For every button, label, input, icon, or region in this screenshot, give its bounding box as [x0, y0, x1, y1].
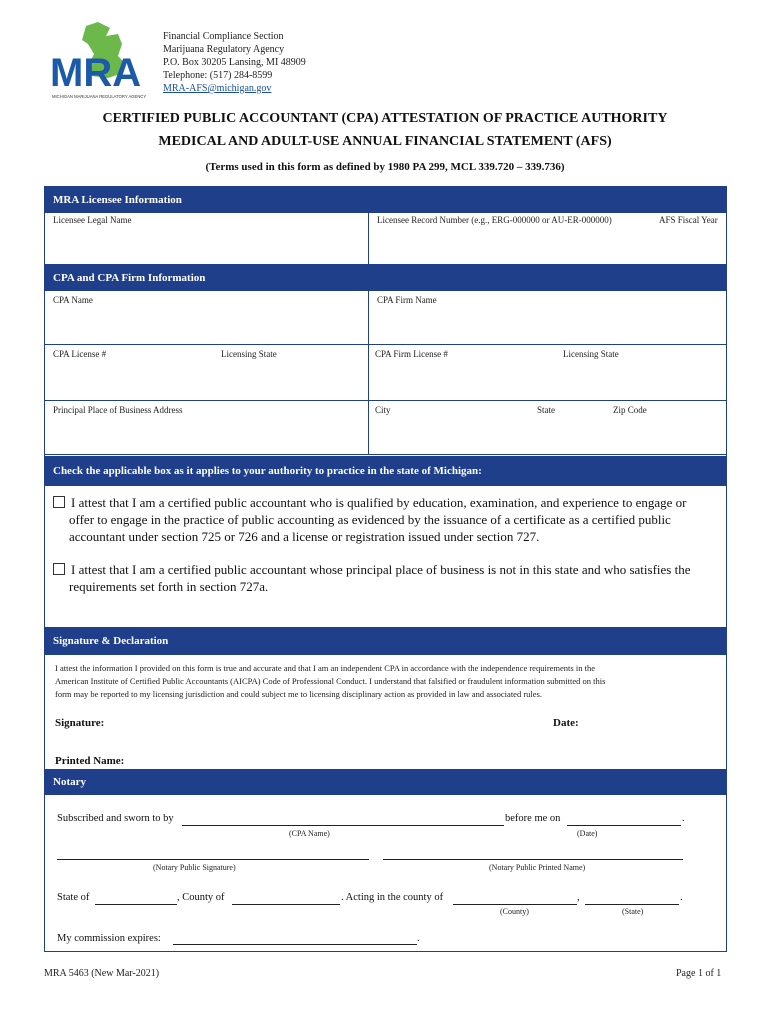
cpa-firm-license-field[interactable] — [369, 345, 726, 401]
contact-line: Telephone: (517) 284-8599 — [163, 70, 273, 81]
field-label: Principal Place of Business Address — [53, 405, 183, 415]
option-text: I attest that I am a certified public accountant who is qualified by education, examination, and experience to engage or — [71, 495, 687, 510]
field-label: CPA Firm Name — [377, 295, 437, 305]
period-text: . — [680, 892, 683, 903]
state-of-text: State of — [57, 892, 90, 903]
declaration-line: American Institute of Certified Public Accountants (AICPA) Code of Professional Conduct. I understand that falsified or fraudulent information submitted on this — [55, 676, 606, 686]
form-subtitle: MEDICAL AND ADULT-USE ANNUAL FINANCIAL STATEMENT (AFS) — [158, 134, 612, 149]
notary-printed-name-line[interactable] — [383, 859, 683, 860]
state-line[interactable] — [95, 904, 177, 905]
period-text: . — [417, 933, 420, 944]
contact-line: Financial Compliance Section — [163, 31, 284, 42]
contact-line: Marijuana Regulatory Agency — [163, 44, 285, 55]
acting-state-line[interactable] — [585, 904, 679, 905]
acting-text: . Acting in the county of — [341, 892, 444, 903]
section-header-licensee: MRA Licensee Information — [45, 187, 726, 213]
city-label: City — [375, 405, 391, 415]
field-label: CPA Firm License # — [375, 349, 448, 359]
county-line[interactable] — [232, 904, 340, 905]
firm-licensing-state-label: Licensing State — [563, 349, 619, 359]
mra-logo — [48, 22, 150, 100]
city-state-zip-field[interactable] — [369, 401, 726, 455]
before-me-text: before me on — [505, 813, 561, 824]
business-address-field[interactable] — [45, 401, 369, 455]
comma-text: , — [577, 892, 580, 903]
sworn-date-line[interactable] — [567, 825, 681, 826]
section-header-authority: Check the applicable box as it applies to your authority to practice in the state of Michigan: — [45, 456, 726, 486]
section-header-signature: Signature & Declaration — [45, 627, 726, 655]
declaration-text — [55, 662, 716, 701]
option-text: I attest that I am a certified public accountant whose principal place of business is not in this state and who satisfies the — [71, 562, 691, 577]
county-of-text: , County of — [177, 892, 225, 903]
checkbox[interactable] — [53, 496, 65, 508]
field-label: Licensee Record Number (e.g., ERG-000000 or AU-ER-000000) — [377, 215, 612, 225]
option-text: accountant under section 725 or 726 and a license or registration issued under section 727. — [69, 529, 540, 544]
notary-signature-line[interactable] — [57, 859, 369, 860]
state-caption: (State) — [622, 907, 644, 916]
logo-subtext: MICHIGAN MARIJUANA REGULATORY AGENCY — [52, 94, 147, 99]
authority-option-2[interactable] — [53, 561, 691, 595]
section-header-cpa: CPA and CPA Firm Information — [45, 265, 726, 291]
licensee-record-number-field[interactable] — [369, 213, 726, 265]
contact-email-link[interactable]: MRA-AFS@michigan.gov — [163, 83, 272, 94]
zip-label: Zip Code — [613, 405, 647, 415]
page-number: Page 1 of 1 — [676, 968, 722, 979]
notary-signature-caption: (Notary Public Signature) — [153, 863, 236, 872]
licensing-state-label: Licensing State — [221, 349, 277, 359]
logo-letters: MRA — [50, 51, 142, 95]
declaration-line: form may be reported to my licensing jurisdiction and could subject me to licensing disciplinary action as provided in law and associated rules. — [55, 689, 542, 699]
form-id: MRA 5463 (New Mar-2021) — [44, 968, 160, 979]
contact-block — [163, 30, 306, 95]
commission-text: My commission expires: — [57, 933, 161, 944]
cpa-license-field[interactable] — [45, 345, 369, 401]
option-text: offer to engage in the practice of public accounting as evidenced by the issuance of a certificate as a certified public — [69, 512, 671, 527]
form-title: CERTIFIED PUBLIC ACCOUNTANT (CPA) ATTESTATION OF PRACTICE AUTHORITY — [102, 111, 668, 126]
fiscal-year-label: AFS Fiscal Year — [659, 215, 718, 225]
option-text: requirements set forth in section 727a. — [69, 579, 269, 594]
authority-option-1[interactable] — [53, 494, 686, 545]
cpa-name-field[interactable] — [45, 291, 369, 345]
licensee-legal-name-field[interactable] — [45, 213, 369, 265]
commission-line[interactable] — [173, 944, 417, 945]
contact-line: P.O. Box 30205 Lansing, MI 48909 — [163, 57, 306, 68]
section-header-notary: Notary — [45, 769, 726, 795]
attestation-form — [44, 186, 727, 952]
cpa-name-caption: (CPA Name) — [289, 829, 330, 838]
date-label: Date: — [553, 717, 579, 729]
acting-county-line[interactable] — [453, 904, 577, 905]
sworn-prefix: Subscribed and sworn to by — [57, 813, 174, 824]
date-caption: (Date) — [577, 829, 598, 838]
period-text: . — [682, 813, 685, 824]
printed-name-label: Printed Name: — [55, 755, 125, 767]
field-label: CPA License # — [53, 349, 107, 359]
signature-label: Signature: — [55, 717, 105, 729]
field-label: CPA Name — [53, 295, 93, 305]
form-terms-note: (Terms used in this form as defined by 1980 PA 299, MCL 339.720 – 339.736) — [205, 161, 565, 173]
checkbox[interactable] — [53, 563, 65, 575]
cpa-firm-name-field[interactable] — [369, 291, 726, 345]
county-caption: (County) — [500, 907, 529, 916]
state-label: State — [537, 405, 555, 415]
cpa-name-line[interactable] — [182, 825, 504, 826]
field-label: Licensee Legal Name — [53, 215, 132, 225]
declaration-line: I attest the information I provided on this form is true and accurate and that I am an independent CPA in accordance with the independence requirements in the — [55, 663, 595, 673]
notary-printed-name-caption: (Notary Public Printed Name) — [489, 863, 586, 872]
